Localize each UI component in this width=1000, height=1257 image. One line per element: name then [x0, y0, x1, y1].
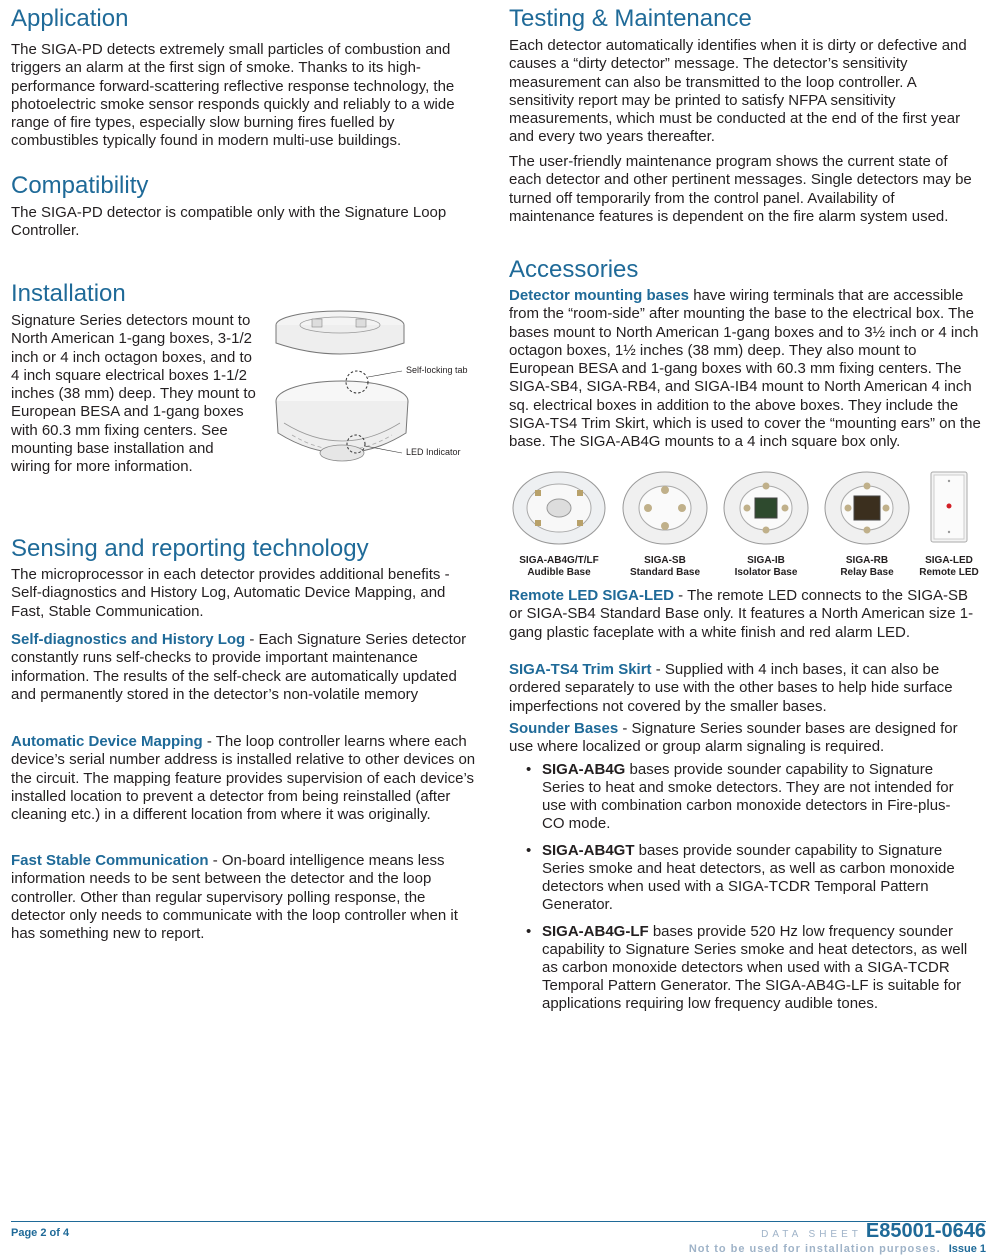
list-item	[509, 923, 971, 1013]
remote-led-paragraph	[509, 587, 979, 642]
sounder-bases-lead: Sounder Bases	[509, 720, 619, 737]
testing-paragraph-1: Each detector automatically identifies when it is dirty or defective and causes a “dirty detector” message. The detector’s sensitivity measurement can also be transmitted to the loop controller. A sensitivity report may be printed to satisfy NFPA sensitivity measurements, which must be conducted at the end of the first year and every two years thereafter.	[509, 37, 967, 146]
detector-drawing	[272, 303, 472, 493]
self-locking-tab-label: Self-locking tab	[406, 365, 468, 375]
sensing-intro: The microprocessor in each detector provides additional benefits - Self-diagnostics and History Log, Automatic Device Mapping, and Fast, Stable Communication.	[11, 566, 450, 620]
remote-led-lead: Remote LED SIGA-LED	[509, 587, 675, 604]
bullet-lead: SIGA-AB4GT	[542, 842, 635, 859]
self-diagnostics-lead: Self-diagnostics and History Log	[11, 631, 246, 648]
photo-caption-line2: Relay Base	[840, 567, 894, 578]
fast-communication-lead: Fast Stable Communication	[11, 852, 209, 869]
sensing-heading: Sensing and reporting technology	[11, 535, 369, 562]
installation-body: Signature Series detectors mount to North American 1-gang boxes, 3-1/2 inch or 4 inch octagon boxes, and to 4 inch square electrical boxes 1-1/2 inches (38 mm) deep. They mount to European BESA and 1-gang boxes with 60.3 mm fixing centers. See mounting base installation and wiring for more information.	[11, 312, 256, 476]
device-mapping-paragraph	[11, 733, 481, 824]
photo-caption-line1: SIGA-IB	[747, 555, 785, 566]
bullet-body: bases provide sounder capability to Signature Series smoke and heat detectors, as well as carbon monoxide detectors when used with a SIGA-TCDR Temporal Pattern Generator.	[542, 842, 955, 913]
issue-label: Issue 1	[948, 1243, 986, 1255]
photo-caption-line2: Audible Base	[527, 567, 591, 578]
standard-base-image	[620, 470, 710, 546]
bullet-lead: SIGA-AB4G	[542, 761, 626, 778]
device-mapping-lead: Automatic Device Mapping	[11, 733, 203, 750]
sounder-bases-paragraph	[509, 720, 979, 757]
data-sheet-label-row	[689, 1220, 986, 1243]
testing-heading: Testing & Maintenance	[509, 5, 752, 32]
photo-caption-line1: SIGA-RB	[845, 555, 889, 566]
bullet-body: bases provide sounder capability to Signature Series to heat and smoke detectors. They are not intended for use with combination carbon monoxide detectors in Fire-plus-CO mode.	[542, 761, 954, 832]
data-sheet-number: E85001-0646	[865, 1220, 986, 1242]
led-indicator-label: LED Indicator	[406, 447, 461, 457]
photo-caption-line2: Remote LED	[919, 567, 979, 578]
relay-base-image	[822, 470, 912, 546]
sounder-bases-body: - Signature Series sounder bases are designed for use where localized or group alarm signaling is required.	[509, 720, 958, 756]
photo-relay-base	[822, 470, 912, 579]
photo-caption-line1: SIGA-SB	[644, 555, 686, 566]
photo-caption-line1: SIGA-LED	[925, 555, 973, 566]
accessory-photos	[509, 470, 989, 580]
photo-caption-line1: SIGA-AB4G/T/LF	[519, 555, 599, 566]
installation-heading: Installation	[11, 280, 126, 307]
photo-isolator-base	[721, 470, 811, 579]
self-diagnostics-body: - Each Signature Series detector constantly runs self-checks to provide important maintenance information. The results of the self-check are automatically updated and permanently stored in the detector’s non-volatile memory	[11, 631, 467, 703]
photo-caption-line2: Isolator Base	[734, 567, 798, 578]
fast-communication-body: - On-board intelligence means less information needs to be sent between the detector and the loop controller. Other than regular supervisory polling response, the detector only needs to communicate with the loop controller when it has something new to report.	[11, 852, 458, 943]
trim-skirt-lead: SIGA-TS4 Trim Skirt	[509, 661, 652, 678]
data-sheet-label: DATA SHEET	[761, 1229, 862, 1240]
trim-skirt-paragraph	[509, 661, 979, 716]
data-sheet-note-row	[689, 1243, 986, 1255]
installation-note: Not to be used for installation purposes.	[688, 1243, 941, 1255]
isolator-base-image	[721, 470, 811, 546]
photo-remote-led	[909, 470, 989, 579]
application-heading: Application	[11, 5, 129, 32]
application-body: The SIGA-PD detects extremely small particles of combustion and triggers an alarm at the first sign of smoke. Thanks to its high-performance forward-scattering reflective response technology, the photoelectric smoke sensor responds quickly and reliably to a wide range of fire types, especially slow burning fires fuelled by combustibles typically found in modern multi-use buildings.	[11, 41, 455, 150]
fast-communication-paragraph	[11, 852, 481, 943]
sounder-bases-list	[509, 761, 971, 1022]
detector-illustration	[272, 303, 472, 493]
testing-paragraph-2: The user-friendly maintenance program shows the current state of each detector and other pertinent messages. Single detectors may be turned off temporarily from the control panel. Availability of maintenance features is dependent on the fire alarm system used.	[509, 153, 972, 225]
mounting-bases-paragraph	[509, 287, 981, 452]
bullet-body: bases provide 520 Hz low frequency sounder capability to Signature Series smoke and heat detectors, as well as carbon monoxide detectors when used with a SIGA-TCDR Temporal Pattern Generator. The SIGA-AB4G-LF is suitable for applications requiring low frequency audible tones.	[542, 923, 968, 1012]
trim-skirt-body: - Supplied with 4 inch bases, it can also be ordered separately to use with the other bases to help hide surface imperfections not covered by the smaller bases.	[509, 661, 953, 715]
data-sheet-id	[689, 1220, 986, 1255]
page-number: Page 2 of 4	[11, 1227, 70, 1239]
mounting-bases-body: have wiring terminals that are accessible from the “room-side” after mounting the base to the electrical box. The bases mount to North American 1-gang boxes and to 3½ inch or 4 inch octagon boxes, 1½ inches (38 mm) deep. They also mount to European BESA and 1-gang boxes with 60.3 mm fixing centers. The SIGA-SB4, SIGA-RB4, and SIGA-IB4 mount to North American 4 inch sq. electrical boxes in addition to the above boxes. They include the SIGA-TS4 Trim Skirt, which is used to cover the “mounting ears” on the base. The SIGA-AB4G mounts to a 4 inch square box only.	[509, 287, 981, 451]
photo-audible-base	[511, 470, 607, 579]
remote-led-body: - The remote LED connects to the SIGA-SB or SIGA-SB4 Standard Base only. It features a North American size 1-gang plastic faceplate with a white finish and red alarm LED.	[509, 587, 974, 641]
mounting-bases-lead: Detector mounting bases	[509, 287, 690, 304]
photo-standard-base	[620, 470, 710, 579]
compatibility-heading: Compatibility	[11, 172, 149, 199]
remote-led-image	[909, 470, 989, 546]
bullet-lead: SIGA-AB4G-LF	[542, 923, 649, 940]
self-diagnostics-paragraph	[11, 631, 481, 704]
list-item	[509, 761, 971, 833]
device-mapping-body: - The loop controller learns where each device’s serial number address is installed relative to other devices on the circuit. The mapping feature provides supervision of each device’s installed location to prevent a detector from being reinstalled (after cleaning etc.) in a different location from where it was originally.	[11, 733, 476, 824]
photo-caption-line2: Standard Base	[629, 567, 701, 578]
compatibility-body: The SIGA-PD detector is compatible only with the Signature Loop Controller.	[11, 204, 447, 240]
audible-base-image	[511, 470, 607, 546]
list-item	[509, 842, 971, 914]
accessories-heading: Accessories	[509, 256, 639, 283]
